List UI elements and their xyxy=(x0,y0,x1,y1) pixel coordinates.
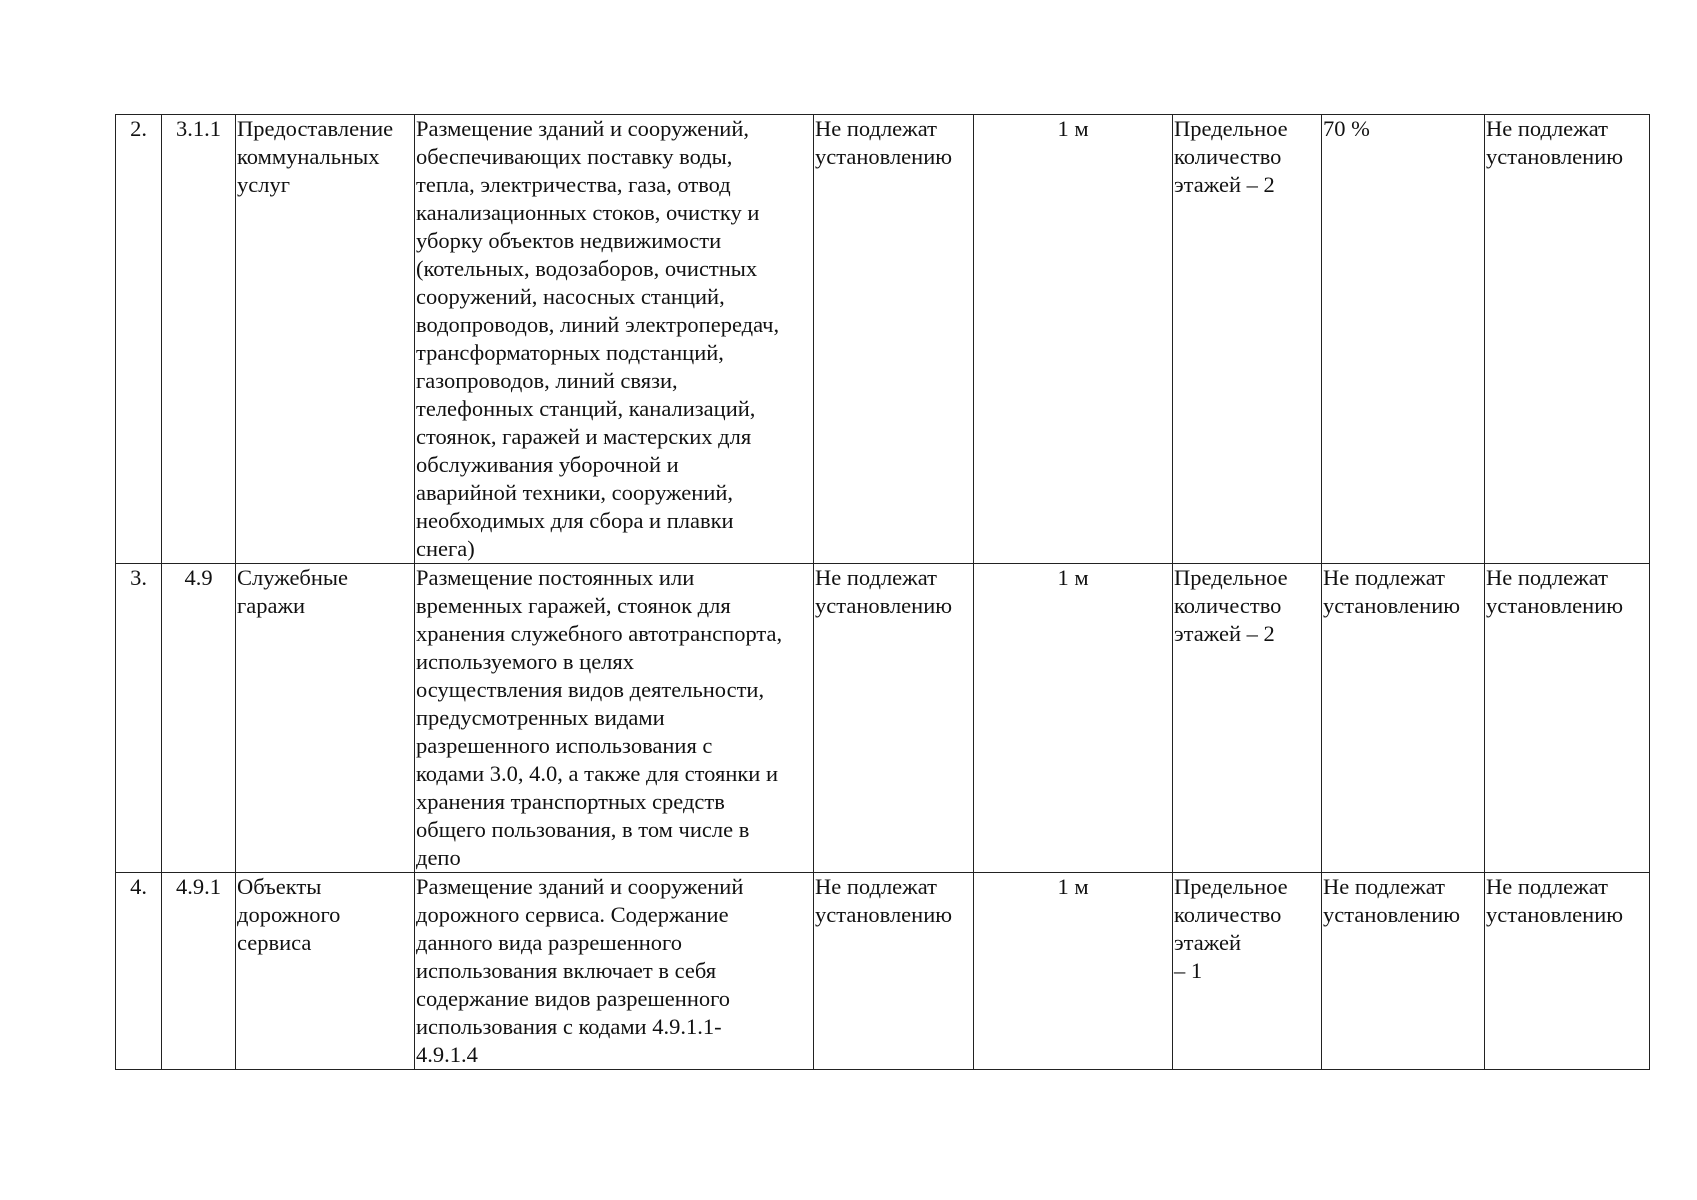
use-code: 4.9 xyxy=(162,564,236,873)
table-row xyxy=(116,115,1650,564)
column-9-value: Не подлежат установлению xyxy=(1485,564,1650,873)
use-description: Размещение зданий и сооружений, обеспечивающих поставку воды, тепла, электричества, газа, отвод канализационных стоков, очистку и уборку объектов недвижимости (котельных, водозаборов, очистных сооружений, насосных станций, водопроводов, линий электропередач, трансформаторных подстанций, газопроводов, линий связи, телефонных станций, канализаций, стоянок, гаражей и мастерских для обслуживания уборочной и аварийной техники, сооружений, необходимых для сбора и плавки снега) xyxy=(415,115,814,564)
column-7-value: Предельное количество этажей – 1 xyxy=(1173,873,1322,1070)
row-number: 3. xyxy=(116,564,162,873)
row-number: 2. xyxy=(116,115,162,564)
column-6-value: 1 м xyxy=(974,564,1173,873)
column-5-value: Не подлежат установлению xyxy=(814,564,974,873)
column-5-value: Не подлежат установлению xyxy=(814,873,974,1070)
use-description: Размещение постоянных или временных гаражей, стоянок для хранения служебного автотранспорта, используемого в целях осуществления видов деятельности, предусмотренных видами разрешенного использования с кодами 3.0, 4.0, а также для стоянки и хранения транспортных средств общего пользования, в том числе в депо xyxy=(415,564,814,873)
column-9-value: Не подлежат установлению xyxy=(1485,115,1650,564)
use-description: Размещение зданий и сооружений дорожного сервиса. Содержание данного вида разрешенного использования включает в себя содержание видов разрешенного использования с кодами 4.9.1.1- 4.9.1.4 xyxy=(415,873,814,1070)
table-row xyxy=(116,564,1650,873)
use-code: 4.9.1 xyxy=(162,873,236,1070)
use-name: Служебные гаражи xyxy=(236,564,415,873)
column-6-value: 1 м xyxy=(974,873,1173,1070)
column-9-value: Не подлежат установлению xyxy=(1485,873,1650,1070)
column-7-value: Предельное количество этажей – 2 xyxy=(1173,115,1322,564)
column-5-value: Не подлежат установлению xyxy=(814,115,974,564)
row-number: 4. xyxy=(116,873,162,1070)
use-name: Предоставление коммунальных услуг xyxy=(236,115,415,564)
column-8-value: 70 % xyxy=(1322,115,1485,564)
use-name: Объекты дорожного сервиса xyxy=(236,873,415,1070)
column-7-value: Предельное количество этажей – 2 xyxy=(1173,564,1322,873)
table-row xyxy=(116,873,1650,1070)
column-8-value: Не подлежат установлению xyxy=(1322,873,1485,1070)
use-code: 3.1.1 xyxy=(162,115,236,564)
column-6-value: 1 м xyxy=(974,115,1173,564)
column-8-value: Не подлежат установлению xyxy=(1322,564,1485,873)
land-use-table xyxy=(115,114,1650,1070)
